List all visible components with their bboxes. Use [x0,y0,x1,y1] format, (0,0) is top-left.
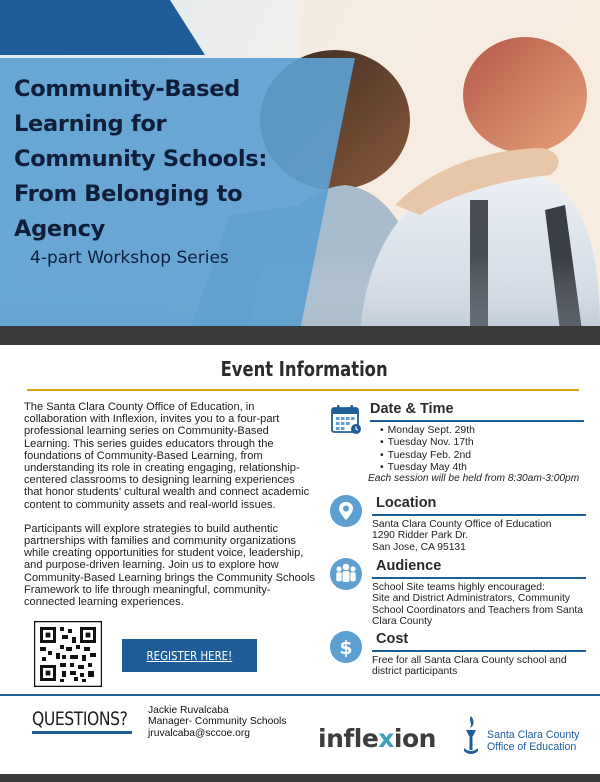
location-rule [372,514,586,516]
hero-subtitle: 4-part Workshop Series [30,248,229,268]
inflexion-logo-x: x [378,724,394,753]
inflexion-logo-part-2: ion [393,724,436,753]
hero-banner [0,0,600,345]
audience-line-1: School Site teams highly encouraged: [372,582,545,593]
date-time-title: Date & Time [370,401,454,417]
event-information-heading: Event Information [220,357,388,381]
contact-email[interactable]: jruvalcaba@sccoe.org [148,727,251,739]
inflexion-logo [318,724,436,753]
questions-heading: QUESTIONS? [32,708,128,730]
session-date-1: • Monday Sept. 29th [376,425,596,437]
cost-title: Cost [376,631,409,647]
cost-rule [372,650,586,652]
location-line-3: San Jose, CA 95131 [372,541,466,553]
people-icon [330,558,362,590]
session-date-3: • Tuesday Feb. 2nd [376,450,596,462]
cost-description: Free for all Santa Clara County school and district participants [372,655,567,678]
inflexion-logo-part-1: infle [318,724,379,753]
qr-code-icon[interactable] [34,621,102,687]
sccoe-line-2: Office of Education [487,741,577,753]
location-title: Location [376,495,437,511]
audience-rule [372,577,586,579]
sccoe-line-1: Santa Clara County [487,729,580,741]
location-address [372,519,592,553]
cost-section [330,631,590,681]
session-date-2: • Tuesday Nov. 17th [376,437,596,449]
gold-divider [27,389,579,391]
questions-underline [32,731,132,734]
register-button[interactable] [122,639,257,672]
location-section [330,495,590,553]
date-time-rule [370,420,584,422]
contact-role: Manager- Community Schools [148,716,287,728]
description-paragraph-2: Participants will explore strategies to build authentic partnerships with families and community organizations while creating opportunities for student voice, leadership, and purpose-driven learning. Join us to explore how Community-Based Learning brings the Community Schools Framework to life through meaningful, community-connected learning experiences. [24,522,316,609]
session-dates-list [376,425,596,475]
audience-description [372,582,592,628]
footer-divider [0,694,600,696]
contact-name: Jackie Ruvalcaba [148,705,229,716]
audience-line-2: Site and District Administrators, Community School Coordinators and Teachers from Santa Clara County [372,593,584,628]
audience-title: Audience [376,558,442,574]
bottom-bar [0,774,600,782]
location-line-2: 1290 Ridder Park Dr. [372,530,469,542]
dollar-icon [330,631,362,663]
hero-title: Community-Based Learning for Community Schools: From Belonging to Agency [14,76,268,242]
session-time-note: Each session will be held from 8:30am-3:00pm [368,473,580,484]
contact-info [148,705,287,739]
location-pin-icon [330,495,362,527]
dollar-symbol: $ [339,637,353,659]
calendar-icon [330,403,362,435]
location-line-1: Santa Clara County Office of Education [372,519,552,530]
description-paragraph-1: The Santa Clara County Office of Education, in collaboration with Inflexion, invites you to a four-part professional learning series on Community-Based Learning. This series guides educators through the foundations of Community-Based Learning, from understanding its role in creating engaging, relationship-centered classrooms to designing learning experiences that honor students' cultural wealth and connect academic content to community assets and real-world issues. [24,401,310,511]
audience-section [330,558,590,628]
sccoe-torch-logo [460,714,482,758]
session-date-4: • Tuesday May 4th [376,462,596,474]
date-time-section [330,401,590,481]
sccoe-name [487,729,579,753]
register-button-label: REGISTER HERE! [146,648,233,663]
event-description [24,401,316,608]
